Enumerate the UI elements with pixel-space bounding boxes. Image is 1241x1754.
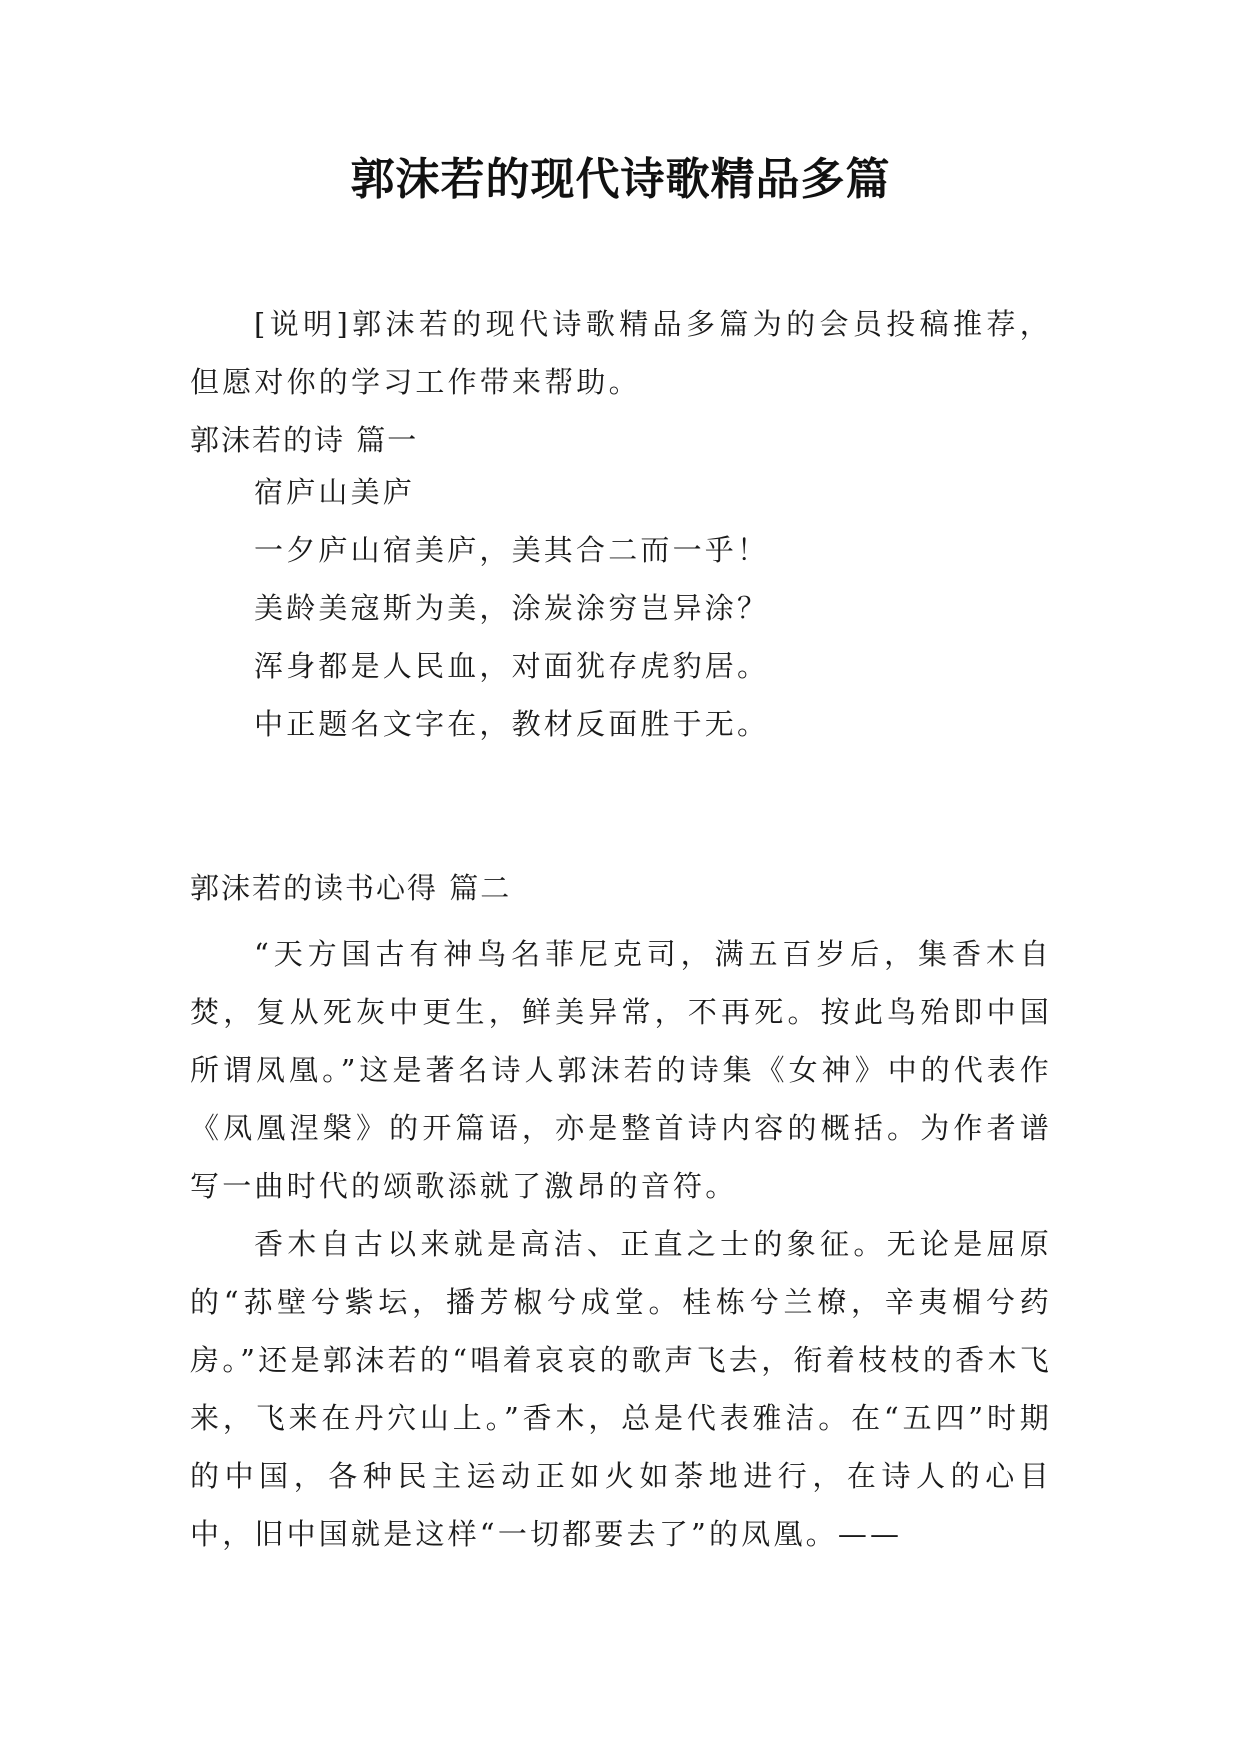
intro-paragraph xyxy=(190,295,1052,411)
intro-text: [说明]郭沫若的现代诗歌精品多篇为的会员投稿推荐，但愿对你的学习工作带来帮助。 xyxy=(190,307,1052,399)
poem-line: 一夕庐山宿美庐，美其合二而一乎！ xyxy=(254,533,770,567)
essay-paragraph: “天方国古有神鸟名菲尼克司，满五百岁后，集香木自焚，复从死灰中更生，鲜美异常，不再死。按此鸟殆即中国所谓凤凰。”这是著名诗人郭沫若的诗集《女神》中的代表作《凤凰涅槃》的开篇语，亦是整首诗内容的概括。为作者谱写一曲时代的颂歌添就了激昂的音符。 xyxy=(190,937,1052,1203)
poem-line: 浑身都是人民血，对面犹存虎豹居。 xyxy=(254,649,770,683)
document-title: 郭沫若的现代诗歌精品多篇 xyxy=(350,154,891,205)
poem xyxy=(254,463,769,753)
poem-line: 中正题名文字在，教材反面胜于无。 xyxy=(254,707,770,741)
poem-line: 美龄美寇斯为美，涂炭涂穷岂异涂？ xyxy=(254,591,770,625)
essay-body xyxy=(190,925,1052,1563)
essay-paragraph: 香木自古以来就是高洁、正直之士的象征。无论是屈原的“荪壁兮紫坛，播芳椒兮成堂。桂栋兮兰橑，辛夷楣兮药房。”还是郭沫若的“唱着哀哀的歌声飞去，衔着枝枝的香木飞来，飞来在丹穴山上。”香木，总是代表雅洁。在“五四”时期的中国，各种民主运动正如火如荼地进行，在诗人的心目中，旧中国就是这样“一切都要去了”的凤凰。—— xyxy=(190,1227,1052,1551)
section-heading-1: 郭沫若的诗 篇一 xyxy=(190,423,419,457)
section-heading-2: 郭沫若的读书心得 篇二 xyxy=(190,871,512,905)
poem-title: 宿庐山美庐 xyxy=(254,475,416,509)
